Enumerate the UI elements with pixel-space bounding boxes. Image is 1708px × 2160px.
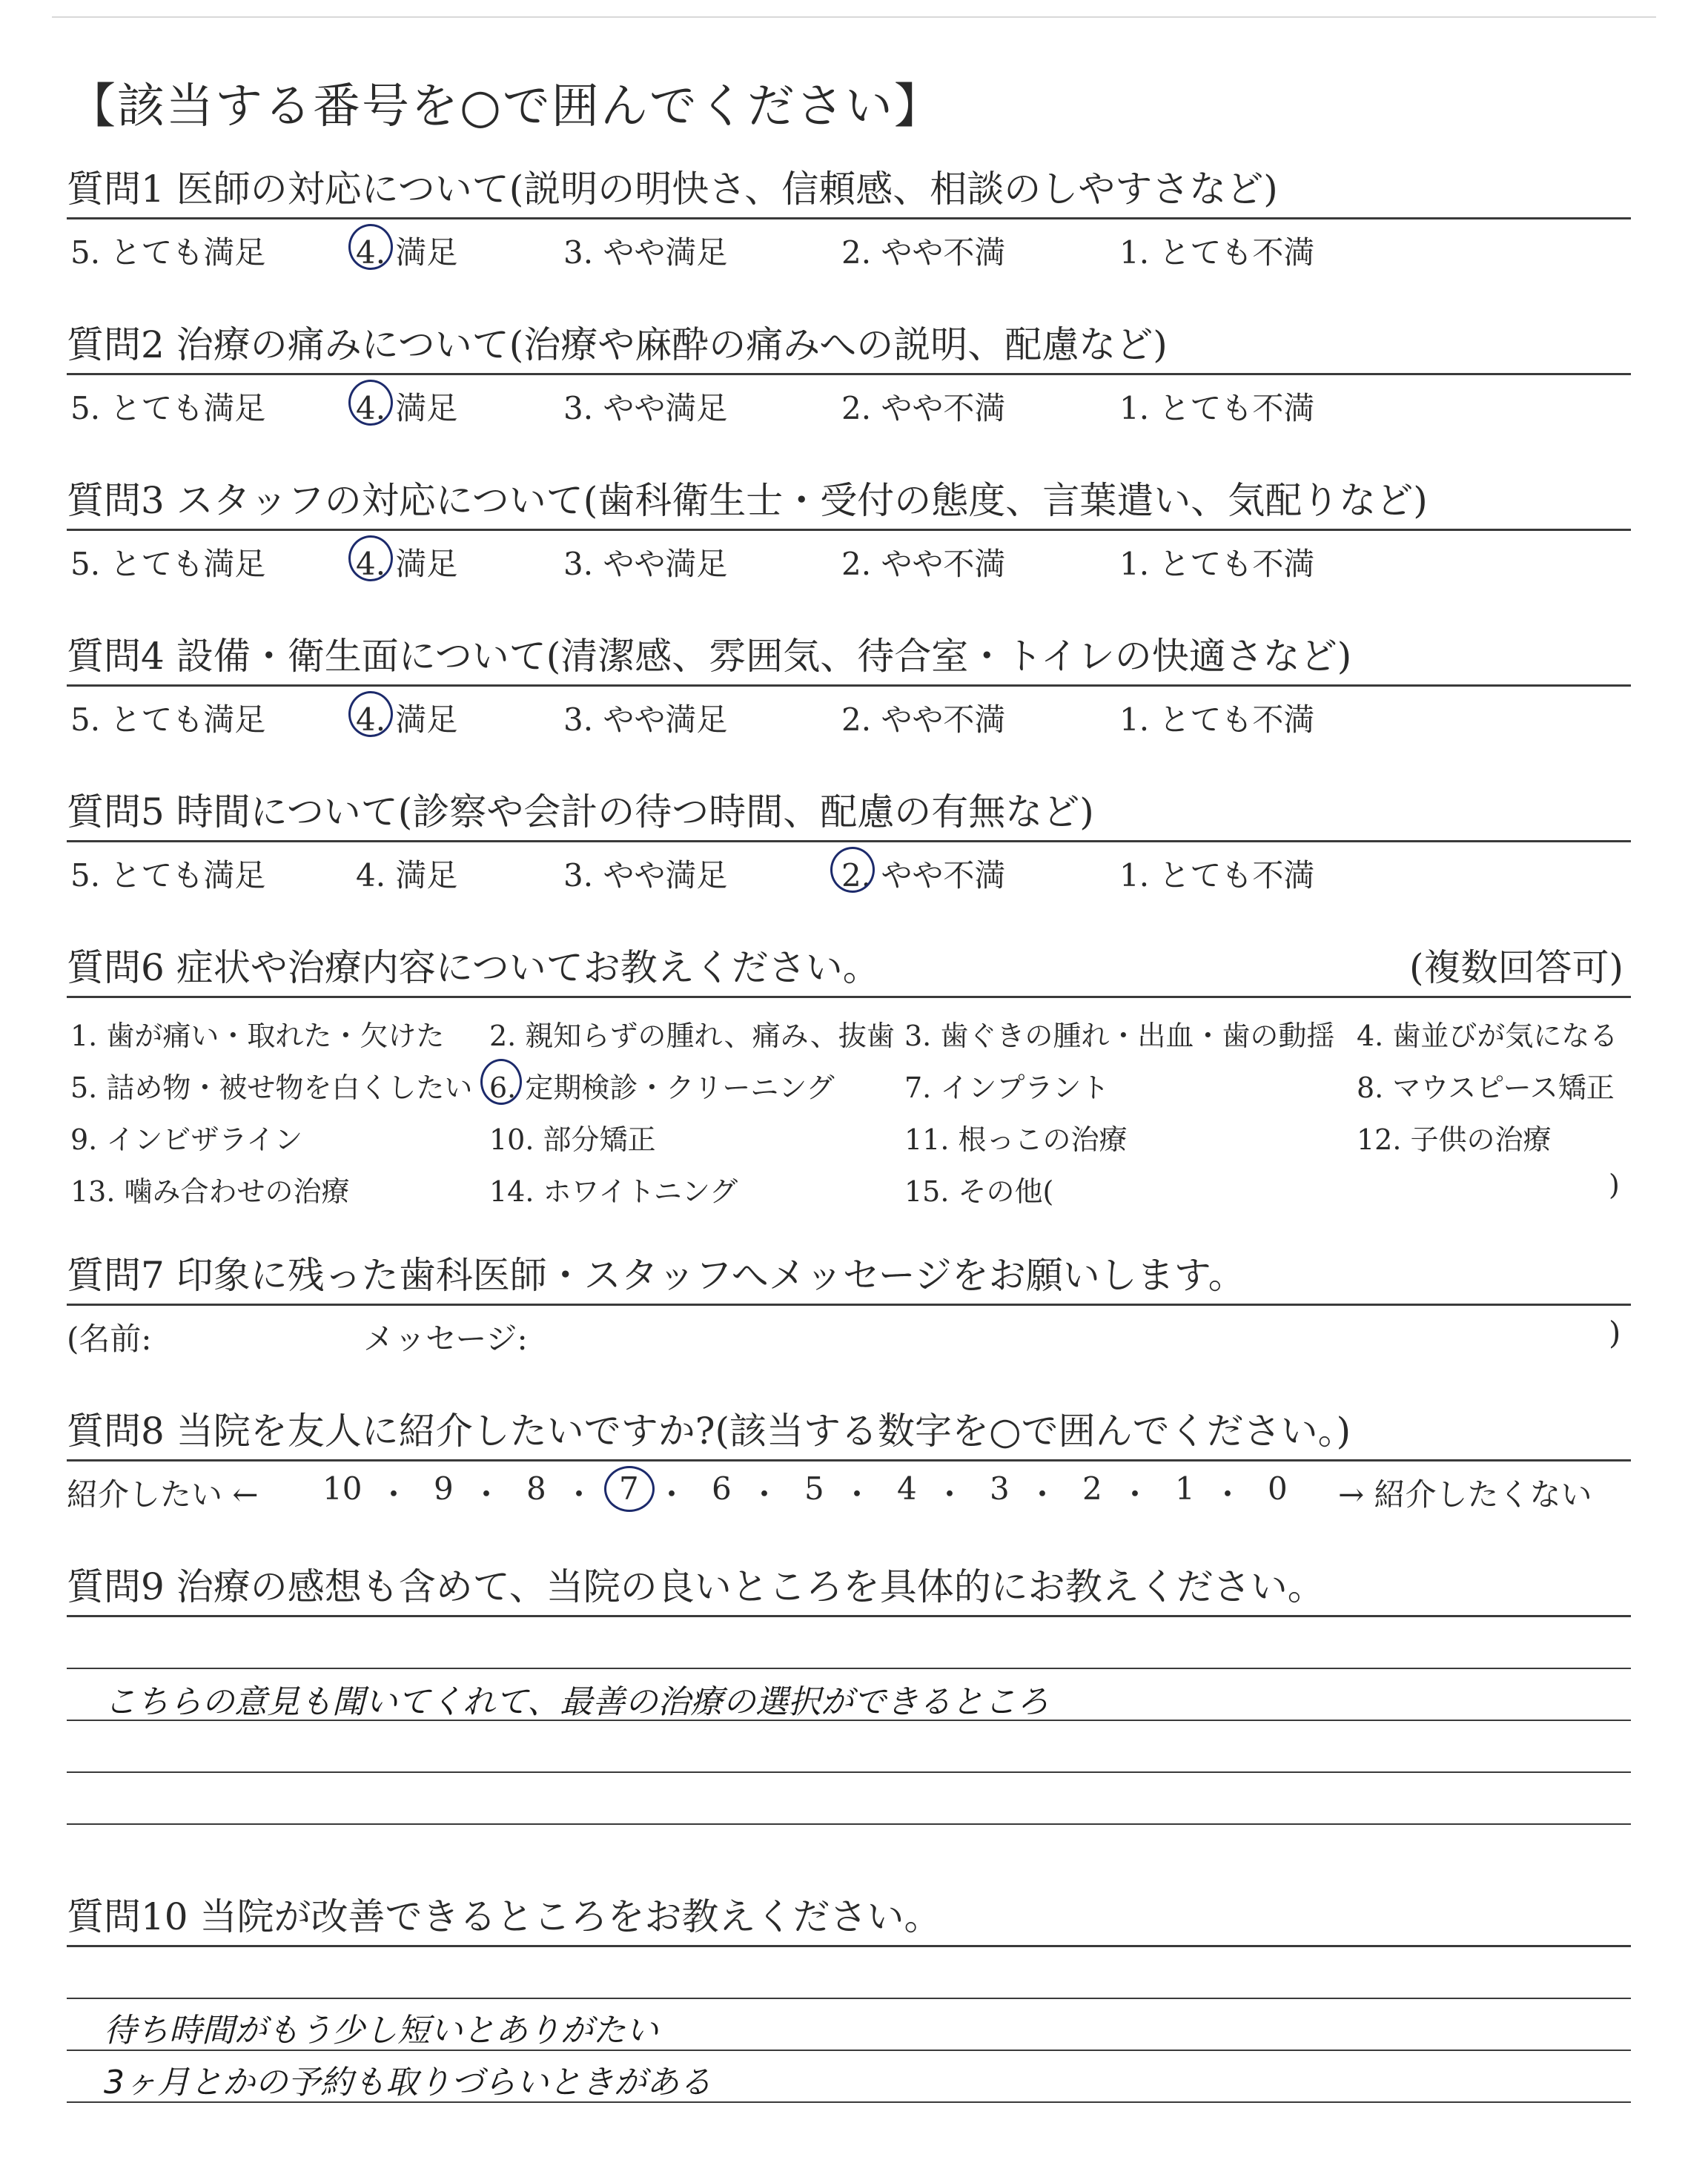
treatment-option[interactable]: 4. 歯並びが気になる <box>1357 1020 1618 1052</box>
scale-number[interactable]: 4 <box>897 1470 917 1507</box>
divider <box>67 840 1631 842</box>
option-1[interactable]: 1. とても不満 <box>1119 390 1315 426</box>
write-line <box>67 1998 1631 1999</box>
divider <box>67 373 1631 375</box>
selection-circle <box>348 535 393 581</box>
option-2[interactable]: 2. やや不満 <box>841 234 1006 271</box>
option-4[interactable]: 4. 満足 <box>356 857 458 894</box>
option-1[interactable]: 1. とても不満 <box>1119 234 1315 271</box>
message-label: メッセージ: <box>363 1321 528 1357</box>
treatment-option[interactable]: 11. 根っこの治療 <box>904 1123 1128 1156</box>
close-paren: ) <box>1609 1315 1621 1351</box>
treatment-option[interactable]: 5. 詰め物・被せ物を白くしたい <box>70 1071 473 1104</box>
dot-separator: ・ <box>1119 1476 1151 1513</box>
question-title: 質問1 医師の対応について(説明の明快さ、信頼感、相談のしやすさなど) <box>67 168 1278 211</box>
treatment-option[interactable]: 2. 親知らずの腫れ、痛み、抜歯 <box>489 1020 895 1052</box>
treatment-option[interactable]: 7. インプラント <box>904 1071 1110 1104</box>
selection-circle <box>348 224 393 270</box>
treatment-option[interactable]: 8. マウスピース矯正 <box>1357 1071 1615 1104</box>
question-title: 質問3 スタッフの対応について(歯科衛生士・受付の態度、言葉遣い、気配りなど) <box>67 479 1428 522</box>
multiple-answer-note: (複数回答可) <box>1409 946 1623 989</box>
scale-left-label: 紹介したい ← <box>67 1476 259 1513</box>
divider <box>67 1945 1631 1947</box>
handwritten-answer: こちらの意見も聞いてくれて、最善の治療の選択ができるところ <box>104 1683 1050 1721</box>
treatment-option[interactable]: 14. ホワイトニング <box>489 1175 738 1208</box>
option-5[interactable]: 5. とても満足 <box>70 390 266 426</box>
treatment-option[interactable]: 13. 噛み合わせの治療 <box>70 1175 350 1208</box>
top-border <box>52 16 1656 18</box>
question-1 <box>67 167 1631 271</box>
selection-circle <box>348 691 393 737</box>
option-2[interactable]: 2. やや不満 <box>841 546 1006 582</box>
question-title: 質問9 治療の感想も含めて、当院の良いところを具体的にお教えください。 <box>67 1565 1325 1608</box>
divider <box>67 1615 1631 1617</box>
write-line <box>67 1771 1631 1773</box>
scale-number[interactable]: 9 <box>434 1470 454 1507</box>
option-3[interactable]: 3. やや満足 <box>563 701 728 738</box>
option-2[interactable]: 2. やや不満 <box>841 701 1006 738</box>
treatment-option[interactable]: 1. 歯が痛い・取れた・欠けた <box>70 1020 445 1052</box>
scale-number[interactable]: 0 <box>1268 1470 1288 1507</box>
option-2[interactable]: 2. やや不満 <box>841 390 1006 426</box>
option-4[interactable]: 4. 満足 <box>356 234 458 271</box>
scale-number[interactable]: 10 <box>322 1470 363 1507</box>
question-6 <box>67 945 1631 1221</box>
treatment-option[interactable]: 3. 歯ぐきの腫れ・出血・歯の動揺 <box>904 1020 1335 1052</box>
scale-number[interactable]: 6 <box>712 1470 732 1507</box>
question-3 <box>67 478 1631 583</box>
treatment-options-grid <box>67 1005 1631 1221</box>
dot-separator: ・ <box>378 1476 410 1513</box>
question-2 <box>67 323 1631 427</box>
option-3[interactable]: 3. やや満足 <box>563 546 728 582</box>
rating-options <box>67 224 1631 271</box>
question-7 <box>67 1253 1631 1358</box>
dot-separator: ・ <box>1027 1476 1059 1513</box>
divider <box>67 1459 1631 1462</box>
question-9 <box>67 1565 1631 1825</box>
treatment-option[interactable]: 6. 定期検診・クリーニング <box>489 1071 835 1104</box>
rating-options <box>67 847 1631 894</box>
question-8 <box>67 1409 1631 1513</box>
answer-lines <box>67 1668 1631 1825</box>
treatment-option[interactable]: 12. 子供の治療 <box>1357 1123 1552 1156</box>
option-4[interactable]: 4. 満足 <box>356 390 458 426</box>
handwritten-answer: 待ち時間がもう少し短いとありがたい <box>104 2012 658 2050</box>
option-3[interactable]: 3. やや満足 <box>563 857 728 894</box>
option-5[interactable]: 5. とても満足 <box>70 701 266 738</box>
dot-separator: ・ <box>471 1476 503 1513</box>
other-close-paren: ) <box>1609 1169 1620 1201</box>
dot-separator: ・ <box>749 1476 781 1513</box>
option-4[interactable]: 4. 満足 <box>356 701 458 738</box>
divider <box>67 217 1631 219</box>
question-title: 質問2 治療の痛みについて(治療や麻酔の痛みへの説明、配慮など) <box>67 323 1168 366</box>
question-title: 質問8 当院を友人に紹介したいですか?(該当する数字を○で囲んでください。) <box>67 1410 1351 1453</box>
name-label: (名前: <box>67 1321 152 1357</box>
option-5[interactable]: 5. とても満足 <box>70 857 266 894</box>
dot-separator: ・ <box>563 1476 595 1513</box>
selection-circle <box>480 1059 522 1105</box>
divider <box>67 996 1631 998</box>
handwritten-answer: 3ヶ月とかの予約も取りづらいときがある <box>104 2064 712 2101</box>
option-3[interactable]: 3. やや満足 <box>563 390 728 426</box>
treatment-option[interactable]: 9. インビザライン <box>70 1123 303 1156</box>
question-title <box>67 945 1631 990</box>
option-3[interactable]: 3. やや満足 <box>563 234 728 271</box>
divider <box>67 529 1631 531</box>
selection-circle <box>830 847 875 893</box>
scale-number[interactable]: 2 <box>1082 1470 1102 1507</box>
write-line <box>67 1668 1631 1669</box>
option-5[interactable]: 5. とても満足 <box>70 234 266 271</box>
dot-separator: ・ <box>841 1476 873 1513</box>
question-title: 質問4 設備・衛生面について(清潔感、雰囲気、待合室・トイレの快適さなど) <box>67 635 1352 678</box>
option-2[interactable]: 2. やや不満 <box>841 857 1006 894</box>
option-1[interactable]: 1. とても不満 <box>1119 546 1315 582</box>
scale-number[interactable]: 3 <box>990 1470 1010 1507</box>
scale-number[interactable]: 8 <box>526 1470 546 1507</box>
selection-circle <box>348 380 393 426</box>
dot-separator: ・ <box>934 1476 966 1513</box>
option-1[interactable]: 1. とても不満 <box>1119 701 1315 738</box>
question-title: 質問7 印象に残った歯科医師・スタッフへメッセージをお願いします。 <box>67 1254 1245 1297</box>
divider <box>67 1304 1631 1306</box>
rating-options <box>67 380 1631 427</box>
question-4 <box>67 634 1631 739</box>
rating-options <box>67 691 1631 739</box>
recommend-scale <box>67 1466 1631 1513</box>
question-title: 質問5 時間について(診察や会計の待つ時間、配慮の有無など) <box>67 790 1094 833</box>
write-line <box>67 1823 1631 1825</box>
question-10 <box>67 1895 1631 2103</box>
question-title: 質問10 当院が改善できるところをお教えください。 <box>67 1895 941 1938</box>
message-line <box>67 1310 1631 1358</box>
selection-circle <box>604 1466 655 1512</box>
treatment-option[interactable]: 10. 部分矯正 <box>489 1123 656 1156</box>
dot-separator: ・ <box>656 1476 688 1513</box>
scale-right-label: → 紹介したくない <box>1338 1476 1592 1513</box>
option-1[interactable]: 1. とても不満 <box>1119 857 1315 894</box>
rating-options <box>67 535 1631 583</box>
dot-separator: ・ <box>1212 1476 1244 1513</box>
scale-number[interactable]: 5 <box>804 1470 824 1507</box>
question-title-text: 質問6 症状や治療内容についてお教えください。 <box>67 946 880 989</box>
scale-number[interactable]: 1 <box>1175 1470 1195 1507</box>
option-4[interactable]: 4. 満足 <box>356 546 458 582</box>
option-5[interactable]: 5. とても満足 <box>70 546 266 582</box>
treatment-option-other[interactable]: 15. その他( <box>904 1175 1054 1208</box>
page-heading: 【該当する番号を○で囲んでください】 <box>68 79 943 134</box>
scale-number[interactable]: 7 <box>619 1470 639 1507</box>
answer-lines <box>67 1998 1631 2103</box>
divider <box>67 684 1631 687</box>
question-5 <box>67 790 1631 894</box>
